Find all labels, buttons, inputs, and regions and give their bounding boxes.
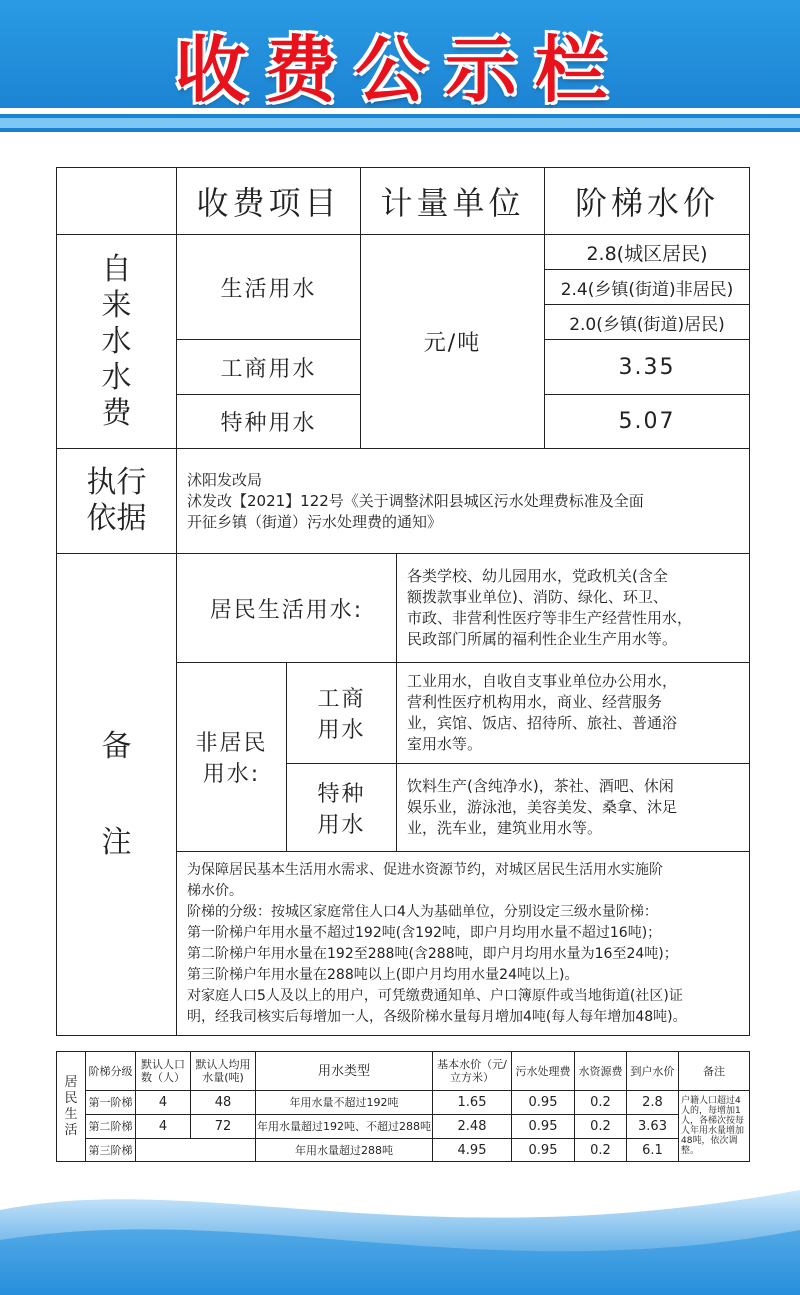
tier-header: 默认人口数（人） bbox=[135, 1051, 191, 1091]
tier-cell: 0.2 bbox=[574, 1138, 627, 1162]
tier-cell: 0.2 bbox=[574, 1090, 627, 1115]
tier-header: 用水类型 bbox=[255, 1051, 433, 1091]
special-content bbox=[396, 763, 750, 852]
special-label-line: 用水 bbox=[317, 812, 366, 838]
tier-note-line: 明，经我司核实后每增加一人，各级阶梯水量每月增加4吨(每人每年增加48吨)。 bbox=[187, 1008, 687, 1025]
tier-cell: 72 bbox=[190, 1114, 256, 1139]
commercial-label bbox=[286, 662, 397, 764]
basis-line: 开征乡镇（街道）污水处理费的通知》 bbox=[187, 512, 443, 531]
tier-header: 水资源费 bbox=[574, 1051, 627, 1091]
special-line: 饮料生产(含纯净水)，茶社、酒吧、休闲 bbox=[407, 777, 674, 795]
notes-label: 注 bbox=[101, 824, 132, 860]
tier-note-line: 对家庭人口5人及以上的用户，可凭缴费通知单、户口簿原件或当地街道(社区)证 bbox=[187, 987, 683, 1004]
corner-cell bbox=[56, 167, 177, 235]
tier-cell: 48 bbox=[190, 1090, 256, 1115]
basis-label: 执行依据 bbox=[86, 465, 147, 536]
tier-cell: 6.1 bbox=[626, 1138, 679, 1162]
special-line: 娱乐业，游泳池，美容美发、桑拿、沐足 bbox=[407, 798, 678, 816]
nonresident-label-line: 非居民 bbox=[195, 731, 268, 756]
section-tap-label: 自来水水费 bbox=[101, 251, 132, 431]
tier-cell: 4 bbox=[135, 1114, 191, 1139]
tier-side-char: 居 bbox=[64, 1074, 78, 1090]
commercial-label-line: 工商 bbox=[317, 687, 366, 712]
resident-line: 各类学校、幼儿园用水，党政机关(含全 bbox=[407, 567, 668, 585]
commercial-content bbox=[396, 662, 750, 764]
price-urban: 2.8(城区居民) bbox=[544, 234, 750, 270]
tier-note-line: 第二阶梯户年用水量在192至288吨(含288吨，即户月均用水量为16至24吨)； bbox=[187, 945, 678, 962]
header-price: 阶梯水价 bbox=[544, 167, 750, 235]
header-item: 收费项目 bbox=[176, 167, 361, 235]
tier-cell: 0.95 bbox=[511, 1114, 575, 1139]
tier-side-char: 民 bbox=[64, 1090, 78, 1106]
basis-label-cell bbox=[56, 448, 177, 554]
tier-cell: 1.65 bbox=[432, 1090, 512, 1115]
tier-cell: 4.95 bbox=[432, 1138, 512, 1162]
tier-side-label bbox=[56, 1051, 86, 1162]
special-line: 业，洗车业，建筑业用水等。 bbox=[407, 819, 603, 837]
tier-note-line: 第一阶梯户年用水量不超过192吨(含192吨，即户月均用水量不超过16吨)； bbox=[187, 924, 662, 941]
tier-cell: 2.48 bbox=[432, 1114, 512, 1139]
commercial-line: 室用水等。 bbox=[407, 735, 483, 753]
price-special: 5.07 bbox=[544, 394, 750, 449]
tier-cell: 4 bbox=[135, 1090, 191, 1115]
item-life-water: 生活用水 bbox=[176, 234, 361, 340]
header-unit: 计量单位 bbox=[360, 167, 545, 235]
nonresident-label bbox=[176, 662, 287, 852]
resident-content bbox=[396, 553, 750, 663]
unit-cell: 元/吨 bbox=[360, 234, 545, 449]
basis-content bbox=[176, 448, 750, 554]
basis-line: 沭阳发改局 bbox=[187, 470, 263, 489]
tier-side-char: 生 bbox=[64, 1106, 78, 1122]
special-label bbox=[286, 763, 397, 852]
tier-note-line: 第三阶梯户年用水量在288吨以上(即户月均用水量24吨以上)。 bbox=[187, 966, 579, 983]
nonresident-label-line: 用水: bbox=[202, 762, 261, 787]
tier-cell: 0.95 bbox=[511, 1090, 575, 1115]
tier-cell: 第二阶梯 bbox=[85, 1114, 136, 1139]
commercial-line: 业，宾馆、饭店、招待所、旅社、普通浴 bbox=[407, 714, 678, 732]
notes-label: 备 bbox=[101, 728, 132, 764]
price-commercial: 3.35 bbox=[544, 339, 750, 395]
tier-cell: 3.63 bbox=[626, 1114, 679, 1139]
header-banner bbox=[0, 0, 800, 132]
resident-line: 额拨款事业单位)、消防、绿化、环卫、 bbox=[407, 588, 668, 606]
tier-note-line: 阶梯的分级：按城区家庭常住人口4人为基础单位，分别设定三级水量阶梯： bbox=[187, 903, 658, 920]
tier-header: 基本水价（元/立方米） bbox=[432, 1051, 512, 1091]
tier-cell: 年用水量超过288吨 bbox=[255, 1138, 433, 1162]
tier-cell: 0.2 bbox=[574, 1114, 627, 1139]
section-tap-water bbox=[56, 234, 177, 449]
tier-cell: 第三阶梯 bbox=[85, 1138, 136, 1162]
resident-line: 民政部门所属的福利性企业生产用水等。 bbox=[407, 630, 678, 648]
tier-header: 阶梯分级 bbox=[85, 1051, 136, 1091]
tier-cell-empty bbox=[135, 1138, 256, 1162]
tier-remark: 户籍人口超过4人的，每增加1人，各梯次按每人年用水量增加48吨，依次调整。 bbox=[678, 1090, 750, 1162]
resident-line: 市政、非营利性医疗等非生产经营性用水， bbox=[407, 609, 693, 627]
tier-cell: 2.8 bbox=[626, 1090, 679, 1115]
header-stripe-light bbox=[0, 118, 800, 128]
commercial-line: 工业用水，自收自支事业单位办公用水， bbox=[407, 672, 678, 690]
tier-cell: 年用水量不超过192吨 bbox=[255, 1090, 433, 1115]
tier-header: 备注 bbox=[678, 1051, 750, 1091]
tier-header: 到户水价 bbox=[626, 1051, 679, 1091]
commercial-label-line: 用水 bbox=[317, 718, 366, 743]
notes-label-cell bbox=[56, 553, 177, 1036]
basis-line: 沭发改【2021】122号《关于调整沭阳县城区污水处理费标准及全面 bbox=[187, 491, 644, 510]
tier-side-char: 活 bbox=[64, 1122, 78, 1138]
tier-cell: 第一阶梯 bbox=[85, 1090, 136, 1115]
tier-note-line: 梯水价。 bbox=[187, 882, 243, 899]
item-special-water: 特种用水 bbox=[176, 394, 361, 449]
special-label-line: 特种 bbox=[317, 781, 366, 807]
tier-cell: 年用水量超过192吨、不超过288吨 bbox=[255, 1114, 433, 1139]
tier-header: 污水处理费 bbox=[511, 1051, 575, 1091]
tier-header: 默认人均用水量(吨) bbox=[190, 1051, 256, 1091]
price-town-resident: 2.0(乡镇(街道)居民) bbox=[544, 304, 750, 340]
price-town-nonresident: 2.4(乡镇(街道)非居民) bbox=[544, 269, 750, 305]
tier-note-line: 为保障居民基本生活用水需求、促进水资源节约，对城区居民生活用水实施阶 bbox=[187, 861, 663, 878]
commercial-line: 营利性医疗机构用水，商业、经营服务 bbox=[407, 693, 663, 711]
bottom-wave-decoration bbox=[0, 1170, 800, 1295]
item-commercial-water: 工商用水 bbox=[176, 339, 361, 395]
tier-note bbox=[176, 851, 750, 1036]
page-title: 收费公示栏 bbox=[174, 28, 625, 112]
tier-cell: 0.95 bbox=[511, 1138, 575, 1162]
resident-label: 居民生活用水: bbox=[176, 553, 397, 663]
